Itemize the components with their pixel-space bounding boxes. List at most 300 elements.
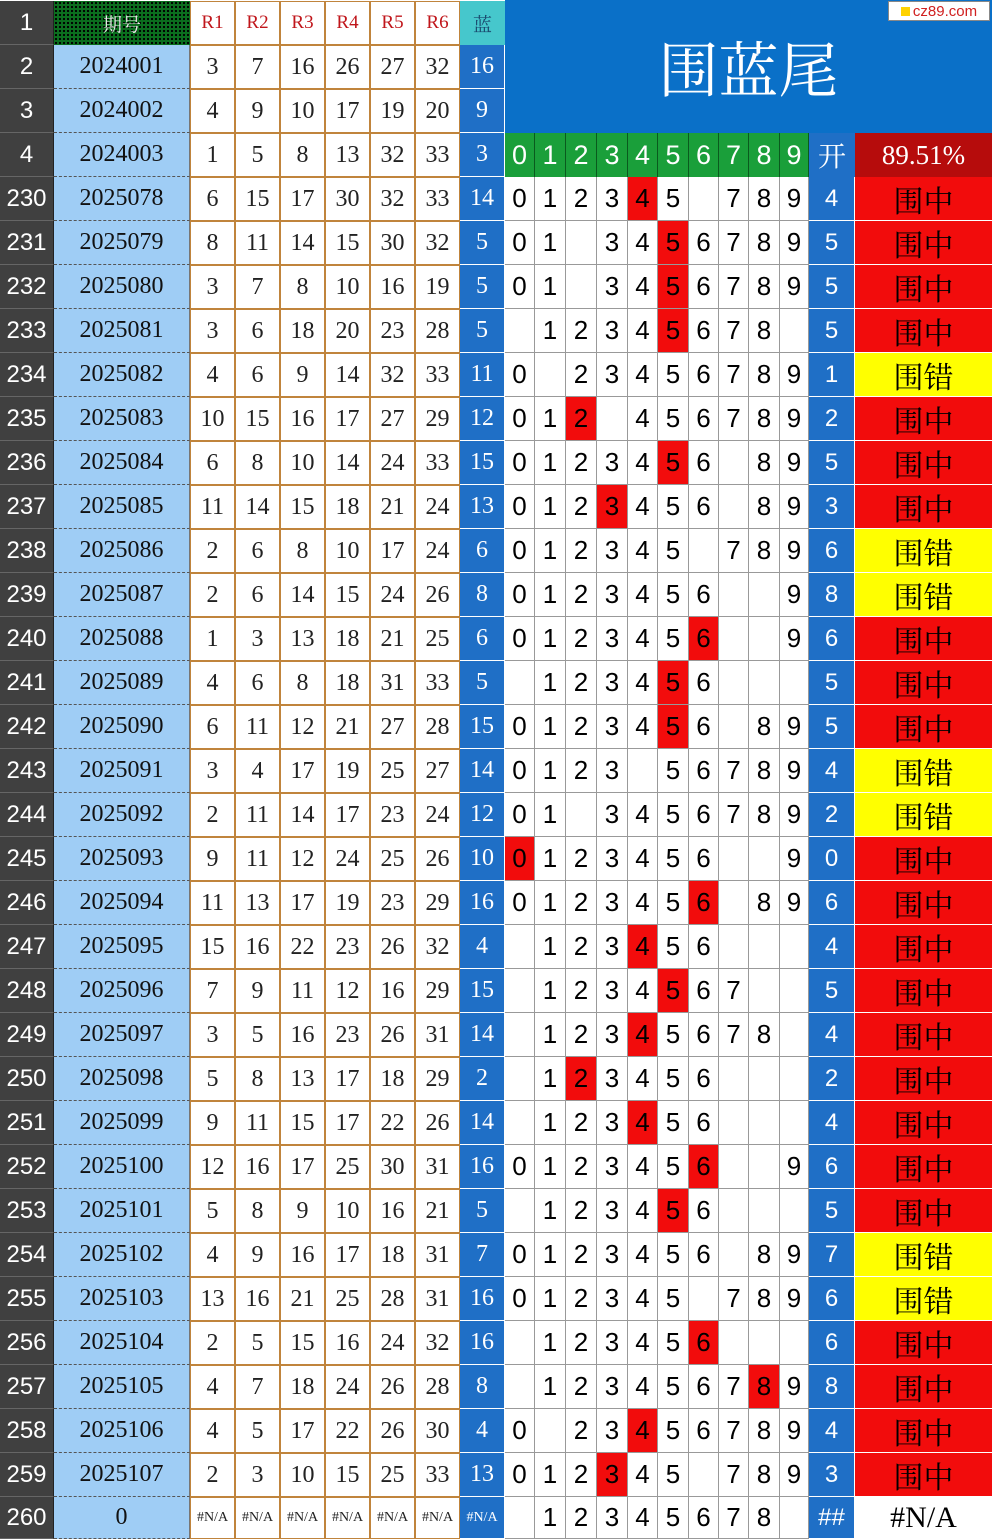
- tail-cell[interactable]: [535, 1409, 566, 1453]
- blue-ball-cell[interactable]: 14: [460, 1013, 505, 1057]
- period-cell[interactable]: 2024003: [54, 133, 190, 177]
- tail-cell-hit[interactable]: 6: [689, 881, 719, 925]
- digit-header[interactable]: 9: [780, 133, 809, 177]
- red-ball-cell[interactable]: 15: [325, 573, 370, 617]
- tail-cell-hit[interactable]: 5: [658, 705, 689, 749]
- tail-cell[interactable]: 3: [597, 573, 628, 617]
- red-ball-cell[interactable]: 18: [370, 1233, 415, 1277]
- open-tail-cell[interactable]: 8: [809, 1365, 855, 1409]
- tail-cell[interactable]: 1: [535, 265, 566, 309]
- tail-cell[interactable]: 9: [780, 529, 809, 573]
- result-cell[interactable]: 围错: [855, 353, 992, 397]
- tail-cell[interactable]: 1: [535, 441, 566, 485]
- tail-cell-hit[interactable]: 6: [689, 1321, 719, 1365]
- red-ball-cell[interactable]: 10: [280, 441, 325, 485]
- tail-cell[interactable]: 7: [719, 1409, 749, 1453]
- tail-cell[interactable]: [780, 1321, 809, 1365]
- period-cell[interactable]: 2025095: [54, 925, 190, 969]
- period-cell[interactable]: 2025085: [54, 485, 190, 529]
- tail-cell[interactable]: 1: [535, 1189, 566, 1233]
- row-number[interactable]: 238: [0, 529, 54, 573]
- red-ball-cell[interactable]: 22: [370, 1101, 415, 1145]
- red-ball-cell[interactable]: 4: [190, 1365, 235, 1409]
- row-number[interactable]: 237: [0, 485, 54, 529]
- tail-cell[interactable]: 9: [780, 221, 809, 265]
- tail-cell[interactable]: 2: [566, 1365, 597, 1409]
- period-cell[interactable]: 2025081: [54, 309, 190, 353]
- tail-cell[interactable]: 6: [689, 441, 719, 485]
- period-cell[interactable]: 2025100: [54, 1145, 190, 1189]
- open-tail-cell[interactable]: 4: [809, 1013, 855, 1057]
- tail-cell[interactable]: 3: [597, 749, 628, 793]
- tail-cell[interactable]: 1: [535, 705, 566, 749]
- blue-ball-cell[interactable]: 15: [460, 705, 505, 749]
- red-ball-cell[interactable]: 2: [190, 1321, 235, 1365]
- tail-cell[interactable]: 9: [780, 837, 809, 881]
- tail-cell[interactable]: [780, 1101, 809, 1145]
- result-cell[interactable]: 围中: [855, 1409, 992, 1453]
- red-ball-cell[interactable]: 16: [280, 1233, 325, 1277]
- result-cell[interactable]: 围中: [855, 1365, 992, 1409]
- tail-cell[interactable]: 2: [566, 1233, 597, 1277]
- tail-cell[interactable]: 4: [628, 969, 658, 1013]
- blue-ball-cell[interactable]: 5: [460, 661, 505, 705]
- tail-cell[interactable]: 0: [505, 221, 535, 265]
- tail-cell[interactable]: 2: [566, 661, 597, 705]
- tail-cell[interactable]: [719, 1145, 749, 1189]
- red-ball-cell[interactable]: 28: [415, 1365, 460, 1409]
- red-ball-cell[interactable]: 30: [370, 1145, 415, 1189]
- result-cell[interactable]: 围中: [855, 881, 992, 925]
- red-ball-cell[interactable]: 33: [415, 441, 460, 485]
- tail-cell[interactable]: 5: [658, 177, 689, 221]
- row-number[interactable]: 3: [0, 89, 54, 133]
- tail-cell[interactable]: 9: [780, 441, 809, 485]
- red-ball-cell[interactable]: 13: [280, 617, 325, 661]
- tail-cell[interactable]: 5: [658, 749, 689, 793]
- blue-ball-cell[interactable]: 9: [460, 89, 505, 133]
- red-ball-header[interactable]: R3: [280, 1, 325, 45]
- period-cell[interactable]: 2024002: [54, 89, 190, 133]
- tail-cell[interactable]: 7: [719, 1365, 749, 1409]
- red-ball-cell[interactable]: 31: [415, 1145, 460, 1189]
- tail-cell[interactable]: 8: [749, 353, 780, 397]
- red-ball-cell[interactable]: 26: [415, 573, 460, 617]
- result-cell[interactable]: 围错: [855, 1277, 992, 1321]
- open-tail-cell[interactable]: 5: [809, 309, 855, 353]
- red-ball-cell[interactable]: 23: [370, 793, 415, 837]
- tail-cell[interactable]: 3: [597, 309, 628, 353]
- tail-cell[interactable]: 7: [719, 309, 749, 353]
- tail-cell-hit[interactable]: 5: [658, 309, 689, 353]
- tail-cell[interactable]: 2: [566, 1497, 597, 1539]
- red-ball-cell[interactable]: 15: [235, 177, 280, 221]
- red-ball-cell[interactable]: 16: [370, 265, 415, 309]
- tail-cell[interactable]: 8: [749, 441, 780, 485]
- tail-cell[interactable]: 2: [566, 1277, 597, 1321]
- tail-cell[interactable]: 3: [597, 1101, 628, 1145]
- red-ball-cell[interactable]: 1: [190, 617, 235, 661]
- result-cell[interactable]: 围中: [855, 1321, 992, 1365]
- tail-cell[interactable]: 3: [597, 837, 628, 881]
- blue-ball-cell[interactable]: 12: [460, 793, 505, 837]
- red-ball-cell[interactable]: 8: [235, 1189, 280, 1233]
- tail-cell-hit[interactable]: 5: [658, 661, 689, 705]
- tail-cell[interactable]: 4: [628, 1057, 658, 1101]
- tail-cell[interactable]: [505, 1101, 535, 1145]
- tail-cell-hit[interactable]: 5: [658, 969, 689, 1013]
- red-ball-cell[interactable]: 16: [280, 1013, 325, 1057]
- tail-cell[interactable]: 1: [535, 573, 566, 617]
- red-ball-cell[interactable]: 17: [325, 1101, 370, 1145]
- result-cell[interactable]: 围错: [855, 573, 992, 617]
- tail-cell[interactable]: 2: [566, 837, 597, 881]
- result-cell[interactable]: 围错: [855, 793, 992, 837]
- tail-cell[interactable]: 3: [597, 1365, 628, 1409]
- blue-ball-cell[interactable]: 8: [460, 573, 505, 617]
- tail-cell[interactable]: [749, 661, 780, 705]
- tail-cell[interactable]: 5: [658, 881, 689, 925]
- blue-ball-cell[interactable]: 4: [460, 925, 505, 969]
- tail-cell[interactable]: 3: [597, 1321, 628, 1365]
- red-ball-cell[interactable]: 12: [280, 837, 325, 881]
- red-ball-cell[interactable]: 30: [325, 177, 370, 221]
- red-ball-cell[interactable]: 23: [325, 1013, 370, 1057]
- blue-ball-cell[interactable]: 16: [460, 881, 505, 925]
- tail-cell[interactable]: 1: [535, 177, 566, 221]
- red-ball-cell[interactable]: 29: [415, 1057, 460, 1101]
- tail-cell[interactable]: [535, 353, 566, 397]
- tail-cell[interactable]: 6: [689, 573, 719, 617]
- red-ball-cell[interactable]: 6: [235, 529, 280, 573]
- tail-cell[interactable]: 5: [658, 397, 689, 441]
- tail-cell[interactable]: [719, 705, 749, 749]
- tail-cell[interactable]: 1: [535, 309, 566, 353]
- tail-cell[interactable]: 9: [780, 705, 809, 749]
- tail-cell[interactable]: 6: [689, 221, 719, 265]
- period-cell[interactable]: 2025096: [54, 969, 190, 1013]
- tail-cell[interactable]: 1: [535, 837, 566, 881]
- period-cell[interactable]: 2025086: [54, 529, 190, 573]
- tail-cell[interactable]: 2: [566, 353, 597, 397]
- blue-ball-cell[interactable]: 7: [460, 1233, 505, 1277]
- tail-cell[interactable]: 9: [780, 1409, 809, 1453]
- row-number[interactable]: 239: [0, 573, 54, 617]
- tail-cell[interactable]: 3: [597, 1057, 628, 1101]
- red-ball-cell[interactable]: #N/A: [370, 1497, 415, 1539]
- tail-cell[interactable]: 4: [628, 1277, 658, 1321]
- tail-cell[interactable]: 4: [628, 837, 658, 881]
- row-number[interactable]: 252: [0, 1145, 54, 1189]
- tail-cell[interactable]: 4: [628, 573, 658, 617]
- red-ball-cell[interactable]: 24: [370, 441, 415, 485]
- tail-cell[interactable]: 7: [719, 529, 749, 573]
- tail-cell-hit[interactable]: 8: [749, 1365, 780, 1409]
- red-ball-cell[interactable]: 32: [370, 353, 415, 397]
- tail-cell[interactable]: 3: [597, 925, 628, 969]
- red-ball-cell[interactable]: #N/A: [325, 1497, 370, 1539]
- tail-cell[interactable]: [597, 397, 628, 441]
- red-ball-cell[interactable]: 14: [325, 441, 370, 485]
- red-ball-cell[interactable]: 17: [280, 749, 325, 793]
- red-ball-cell[interactable]: 19: [415, 265, 460, 309]
- tail-cell[interactable]: 9: [780, 881, 809, 925]
- blue-ball-header[interactable]: 蓝: [460, 1, 505, 45]
- tail-cell[interactable]: [505, 1189, 535, 1233]
- row-number[interactable]: 251: [0, 1101, 54, 1145]
- tail-cell[interactable]: 6: [689, 705, 719, 749]
- red-ball-cell[interactable]: 6: [235, 353, 280, 397]
- red-ball-cell[interactable]: 5: [235, 1321, 280, 1365]
- digit-header[interactable]: 5: [658, 133, 689, 177]
- red-ball-cell[interactable]: 15: [280, 485, 325, 529]
- digit-header[interactable]: 2: [566, 133, 597, 177]
- period-cell[interactable]: 2025088: [54, 617, 190, 661]
- row-number[interactable]: 244: [0, 793, 54, 837]
- red-ball-cell[interactable]: 16: [235, 925, 280, 969]
- tail-cell[interactable]: [505, 1365, 535, 1409]
- red-ball-cell[interactable]: 10: [325, 265, 370, 309]
- red-ball-cell[interactable]: 24: [415, 529, 460, 573]
- red-ball-cell[interactable]: 5: [235, 1013, 280, 1057]
- tail-cell[interactable]: 4: [628, 1453, 658, 1497]
- tail-cell[interactable]: 9: [780, 793, 809, 837]
- red-ball-cell[interactable]: 2: [190, 1453, 235, 1497]
- red-ball-cell[interactable]: 27: [370, 705, 415, 749]
- tail-cell[interactable]: 4: [628, 661, 658, 705]
- tail-cell[interactable]: 7: [719, 397, 749, 441]
- tail-cell[interactable]: 6: [689, 397, 719, 441]
- tail-cell[interactable]: [780, 925, 809, 969]
- red-ball-cell[interactable]: 25: [415, 617, 460, 661]
- red-ball-cell[interactable]: 18: [325, 661, 370, 705]
- result-cell[interactable]: 围中: [855, 221, 992, 265]
- row-number[interactable]: 260: [0, 1497, 54, 1539]
- tail-cell[interactable]: 1: [535, 1145, 566, 1189]
- red-ball-cell[interactable]: 6: [190, 705, 235, 749]
- red-ball-cell[interactable]: 17: [325, 1057, 370, 1101]
- row-number[interactable]: 233: [0, 309, 54, 353]
- red-ball-cell[interactable]: 13: [235, 881, 280, 925]
- red-ball-cell[interactable]: 17: [325, 89, 370, 133]
- tail-cell[interactable]: 3: [597, 705, 628, 749]
- tail-cell[interactable]: 3: [597, 1277, 628, 1321]
- tail-cell[interactable]: 8: [749, 1409, 780, 1453]
- tail-cell[interactable]: 9: [780, 1145, 809, 1189]
- tail-cell[interactable]: [749, 617, 780, 661]
- tail-cell[interactable]: 5: [658, 1409, 689, 1453]
- tail-cell[interactable]: 0: [505, 1233, 535, 1277]
- tail-cell[interactable]: 0: [505, 1409, 535, 1453]
- tail-cell[interactable]: 3: [597, 793, 628, 837]
- red-ball-cell[interactable]: 19: [325, 881, 370, 925]
- tail-cell[interactable]: [780, 1013, 809, 1057]
- tail-cell[interactable]: [566, 265, 597, 309]
- tail-cell[interactable]: 7: [719, 1497, 749, 1539]
- red-ball-cell[interactable]: 21: [370, 485, 415, 529]
- open-tail-cell[interactable]: 6: [809, 1145, 855, 1189]
- tail-cell[interactable]: 6: [689, 309, 719, 353]
- tail-cell[interactable]: [780, 309, 809, 353]
- tail-cell[interactable]: 1: [535, 221, 566, 265]
- red-ball-cell[interactable]: 8: [280, 661, 325, 705]
- period-cell[interactable]: 2024001: [54, 45, 190, 89]
- result-cell[interactable]: 围中: [855, 617, 992, 661]
- tail-cell[interactable]: 0: [505, 573, 535, 617]
- red-ball-cell[interactable]: 3: [235, 1453, 280, 1497]
- red-ball-cell[interactable]: 18: [325, 485, 370, 529]
- red-ball-cell[interactable]: 33: [415, 353, 460, 397]
- red-ball-cell[interactable]: 4: [190, 1409, 235, 1453]
- tail-cell[interactable]: 4: [628, 1189, 658, 1233]
- tail-cell[interactable]: 3: [597, 1233, 628, 1277]
- tail-cell[interactable]: 9: [780, 617, 809, 661]
- row-number[interactable]: 256: [0, 1321, 54, 1365]
- red-ball-cell[interactable]: 15: [190, 925, 235, 969]
- tail-cell[interactable]: 2: [566, 573, 597, 617]
- red-ball-cell[interactable]: 5: [190, 1057, 235, 1101]
- red-ball-cell[interactable]: 21: [280, 1277, 325, 1321]
- red-ball-cell[interactable]: 9: [235, 1233, 280, 1277]
- red-ball-cell[interactable]: 16: [235, 1145, 280, 1189]
- red-ball-cell[interactable]: 26: [415, 837, 460, 881]
- tail-cell[interactable]: 0: [505, 617, 535, 661]
- red-ball-cell[interactable]: 18: [280, 1365, 325, 1409]
- tail-cell[interactable]: 3: [597, 221, 628, 265]
- red-ball-cell[interactable]: 23: [370, 309, 415, 353]
- tail-cell[interactable]: [719, 1057, 749, 1101]
- row-number[interactable]: 236: [0, 441, 54, 485]
- row-number[interactable]: 4: [0, 133, 54, 177]
- tail-cell[interactable]: 9: [780, 265, 809, 309]
- open-tail-cell[interactable]: 0: [809, 837, 855, 881]
- red-ball-cell[interactable]: #N/A: [415, 1497, 460, 1539]
- tail-cell[interactable]: 7: [719, 969, 749, 1013]
- open-tail-cell[interactable]: 6: [809, 617, 855, 661]
- red-ball-cell[interactable]: 3: [190, 1013, 235, 1057]
- red-ball-cell[interactable]: 1: [190, 133, 235, 177]
- period-cell[interactable]: 2025106: [54, 1409, 190, 1453]
- blue-ball-cell[interactable]: 6: [460, 529, 505, 573]
- tail-cell[interactable]: 8: [749, 1453, 780, 1497]
- tail-cell-hit[interactable]: 4: [628, 1409, 658, 1453]
- blue-ball-cell[interactable]: 16: [460, 1145, 505, 1189]
- red-ball-cell[interactable]: 11: [280, 969, 325, 1013]
- red-ball-cell[interactable]: 27: [370, 45, 415, 89]
- tail-cell[interactable]: 1: [535, 1453, 566, 1497]
- tail-cell[interactable]: 4: [628, 309, 658, 353]
- row-number[interactable]: 241: [0, 661, 54, 705]
- tail-cell[interactable]: 8: [749, 177, 780, 221]
- result-cell[interactable]: 围中: [855, 309, 992, 353]
- tail-cell[interactable]: 9: [780, 353, 809, 397]
- red-ball-cell[interactable]: 6: [235, 661, 280, 705]
- blue-ball-cell[interactable]: 4: [460, 1409, 505, 1453]
- red-ball-cell[interactable]: 14: [235, 485, 280, 529]
- tail-cell[interactable]: 8: [749, 529, 780, 573]
- red-ball-cell[interactable]: 24: [415, 485, 460, 529]
- red-ball-cell[interactable]: 11: [235, 1101, 280, 1145]
- red-ball-cell[interactable]: 6: [190, 177, 235, 221]
- red-ball-cell[interactable]: 26: [370, 1365, 415, 1409]
- tail-cell[interactable]: 7: [719, 793, 749, 837]
- tail-cell[interactable]: 1: [535, 1365, 566, 1409]
- tail-cell[interactable]: 5: [658, 1497, 689, 1539]
- tail-cell[interactable]: 6: [689, 837, 719, 881]
- tail-cell[interactable]: 5: [658, 353, 689, 397]
- period-cell[interactable]: 2025098: [54, 1057, 190, 1101]
- red-ball-cell[interactable]: 16: [280, 397, 325, 441]
- tail-cell[interactable]: 7: [719, 177, 749, 221]
- red-ball-cell[interactable]: 17: [280, 1145, 325, 1189]
- tail-cell[interactable]: 2: [566, 749, 597, 793]
- blue-ball-cell[interactable]: 11: [460, 353, 505, 397]
- result-cell[interactable]: 围错: [855, 749, 992, 793]
- tail-cell[interactable]: 1: [535, 1233, 566, 1277]
- tail-cell[interactable]: [505, 969, 535, 1013]
- period-cell[interactable]: 2025107: [54, 1453, 190, 1497]
- tail-cell[interactable]: [689, 1453, 719, 1497]
- red-ball-cell[interactable]: 9: [235, 89, 280, 133]
- tail-cell[interactable]: 5: [658, 1233, 689, 1277]
- tail-cell[interactable]: [628, 749, 658, 793]
- red-ball-cell[interactable]: 20: [415, 89, 460, 133]
- red-ball-cell[interactable]: 7: [235, 265, 280, 309]
- tail-cell[interactable]: [749, 837, 780, 881]
- tail-cell[interactable]: [719, 1189, 749, 1233]
- result-cell[interactable]: 围中: [855, 1145, 992, 1189]
- tail-cell[interactable]: 0: [505, 353, 535, 397]
- tail-cell[interactable]: 4: [628, 1365, 658, 1409]
- tail-cell[interactable]: 3: [597, 441, 628, 485]
- tail-cell[interactable]: 6: [689, 749, 719, 793]
- red-ball-cell[interactable]: 10: [190, 397, 235, 441]
- tail-cell[interactable]: 2: [566, 969, 597, 1013]
- red-ball-cell[interactable]: 18: [370, 1057, 415, 1101]
- tail-cell[interactable]: 5: [658, 1145, 689, 1189]
- open-tail-cell[interactable]: 8: [809, 573, 855, 617]
- row-number[interactable]: 246: [0, 881, 54, 925]
- blue-ball-cell[interactable]: 8: [460, 1365, 505, 1409]
- red-ball-cell[interactable]: 32: [415, 1321, 460, 1365]
- tail-cell[interactable]: 4: [628, 353, 658, 397]
- tail-cell[interactable]: 5: [658, 1321, 689, 1365]
- digit-header[interactable]: 3: [597, 133, 628, 177]
- red-ball-cell[interactable]: 8: [235, 1057, 280, 1101]
- red-ball-cell[interactable]: 8: [280, 265, 325, 309]
- tail-cell[interactable]: 6: [689, 1233, 719, 1277]
- red-ball-cell[interactable]: 11: [235, 793, 280, 837]
- open-tail-cell[interactable]: 4: [809, 925, 855, 969]
- tail-cell[interactable]: 4: [628, 793, 658, 837]
- tail-cell[interactable]: 2: [566, 1453, 597, 1497]
- tail-cell[interactable]: 0: [505, 793, 535, 837]
- tail-cell[interactable]: 4: [628, 1321, 658, 1365]
- tail-cell[interactable]: 8: [749, 397, 780, 441]
- red-ball-cell[interactable]: 27: [415, 749, 460, 793]
- tail-cell[interactable]: [505, 1321, 535, 1365]
- open-tail-cell[interactable]: 5: [809, 661, 855, 705]
- red-ball-cell[interactable]: 29: [415, 397, 460, 441]
- blue-ball-cell[interactable]: 5: [460, 309, 505, 353]
- open-tail-cell[interactable]: 5: [809, 265, 855, 309]
- tail-cell[interactable]: [780, 1497, 809, 1539]
- red-ball-cell[interactable]: 21: [325, 705, 370, 749]
- red-ball-cell[interactable]: 26: [415, 1101, 460, 1145]
- tail-cell-hit[interactable]: 6: [689, 617, 719, 661]
- red-ball-cell[interactable]: 7: [190, 969, 235, 1013]
- tail-cell[interactable]: [749, 925, 780, 969]
